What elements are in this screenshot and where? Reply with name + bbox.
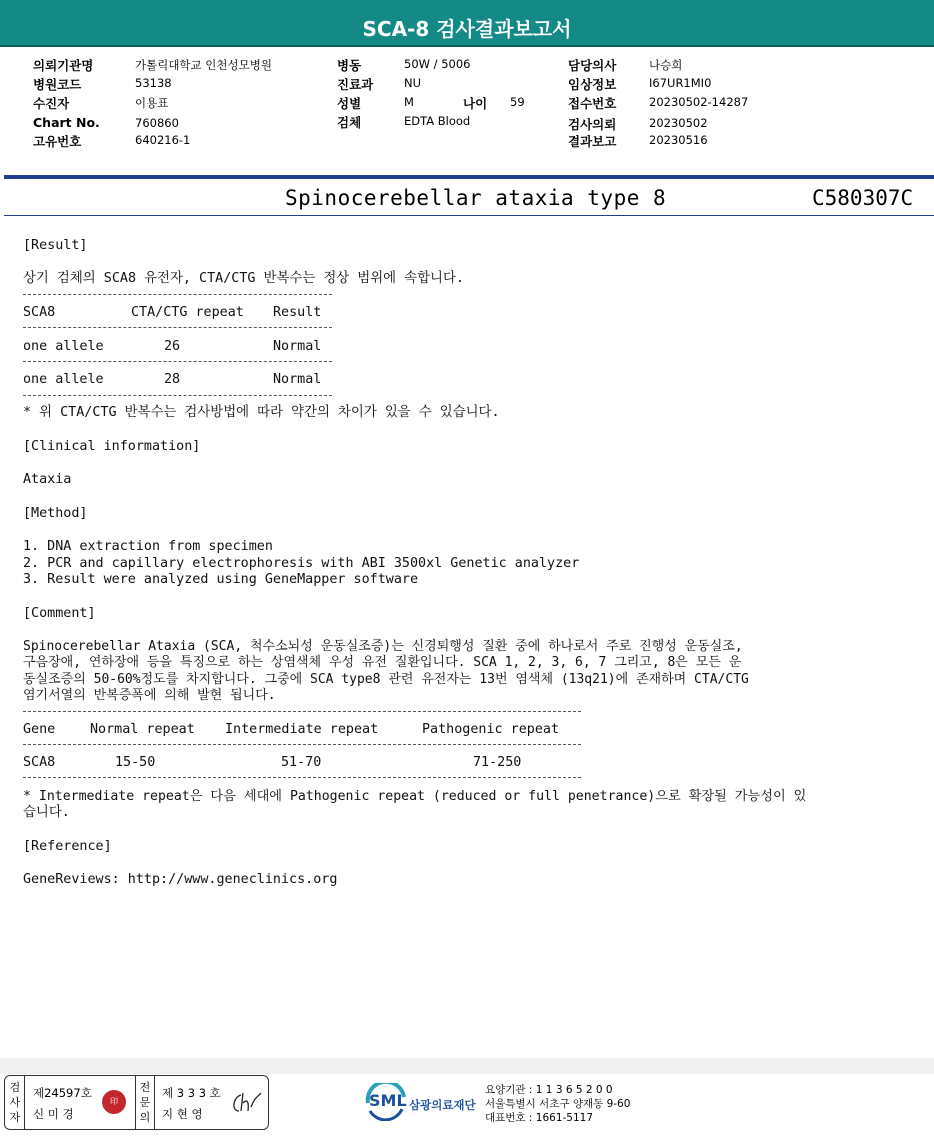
label-unique-id: 고유번호 bbox=[33, 134, 82, 149]
label-specimen: 검체 bbox=[337, 115, 362, 130]
result-row1-result: Normal bbox=[273, 339, 322, 354]
reference-link[interactable]: GeneReviews: http://www.geneclinics.org bbox=[23, 872, 338, 887]
reviewer-license: 제 3 3 3 호 bbox=[162, 1086, 221, 1100]
clinical-heading: [Clinical information] bbox=[23, 439, 201, 454]
value-institution: 가톨릭대학교 인천성모병원 bbox=[135, 58, 272, 72]
label-patient: 수진자 bbox=[33, 96, 70, 111]
header-divider-thick bbox=[4, 175, 934, 179]
reference-heading: [Reference] bbox=[23, 839, 112, 854]
label-hospital-code: 병원코드 bbox=[33, 77, 82, 92]
label-accession-no: 접수번호 bbox=[568, 96, 617, 111]
result-row1-repeat: 26 bbox=[164, 339, 181, 354]
value-chart-no: 760860 bbox=[135, 116, 179, 130]
value-ward: 50W / 5006 bbox=[404, 57, 471, 71]
header-divider-thin bbox=[4, 215, 934, 216]
comment-line-2: 구음장애, 연하장애 등을 특징으로 하는 상염색체 우성 유전 질환입니다. SCA 1, 2, 3, 6, 7 그리고, 8은 모든 운 bbox=[23, 655, 742, 670]
divider bbox=[23, 711, 581, 712]
value-clinical-info: I67UR1MI0 bbox=[649, 76, 712, 90]
method-line-3: 3. Result were analyzed using GeneMapper software bbox=[23, 572, 419, 587]
divider bbox=[23, 744, 581, 745]
repeat-row-gene: SCA8 bbox=[23, 755, 56, 770]
divider bbox=[23, 361, 332, 362]
label-physician: 담당의사 bbox=[568, 58, 617, 73]
examiner-name: 신 미 경 bbox=[33, 1107, 74, 1121]
label-age: 나이 bbox=[463, 96, 488, 111]
value-physician: 나승희 bbox=[649, 58, 683, 72]
value-unique-id: 640216-1 bbox=[135, 133, 191, 147]
repeat-table-header-intermediate: Intermediate repeat bbox=[225, 722, 379, 737]
value-hospital-code: 53138 bbox=[135, 76, 172, 90]
test-code: C580307C bbox=[812, 186, 914, 210]
repeat-note-line-1: * Intermediate repeat은 다음 세대에 Pathogenic repeat (reduced or full penetrance)으로 확장될 가능성이 있 bbox=[23, 789, 807, 804]
method-line-1: 1. DNA extraction from specimen bbox=[23, 539, 273, 554]
label-ward: 병동 bbox=[337, 58, 362, 73]
divider bbox=[23, 395, 332, 396]
institution-code: 요양기관 : 1 1 3 6 5 2 0 0 bbox=[485, 1084, 613, 1096]
comment-heading: [Comment] bbox=[23, 606, 96, 621]
report-title-banner: SCA-8 검사결과보고서 bbox=[0, 0, 934, 47]
repeat-table-header-pathogenic: Pathogenic repeat bbox=[422, 722, 560, 737]
lab-info bbox=[485, 1083, 630, 1125]
value-report-date: 20230516 bbox=[649, 133, 708, 147]
repeat-table-header-normal: Normal repeat bbox=[90, 722, 195, 737]
repeat-row-pathogenic: 71-250 bbox=[473, 755, 522, 770]
value-age: 59 bbox=[510, 95, 525, 109]
repeat-note-line-2: 습니다. bbox=[23, 805, 70, 820]
repeat-row-normal: 15-50 bbox=[115, 755, 156, 770]
clinical-text: Ataxia bbox=[23, 472, 72, 487]
method-line-2: 2. PCR and capillary electrophoresis with ABI 3500xl Genetic analyzer bbox=[23, 556, 580, 571]
value-department: NU bbox=[404, 76, 422, 90]
examiner-label: 검사자 bbox=[9, 1081, 21, 1124]
divider bbox=[154, 1076, 155, 1129]
sml-logo-text: SML bbox=[369, 1091, 407, 1110]
signature-box bbox=[4, 1075, 269, 1130]
result-row2-result: Normal bbox=[273, 372, 322, 387]
value-accession-no: 20230502-14287 bbox=[649, 95, 749, 109]
label-chart-no: Chart No. bbox=[33, 115, 100, 130]
result-table-header-gene: SCA8 bbox=[23, 305, 56, 320]
examiner-license: 제24597호 bbox=[33, 1086, 92, 1100]
result-row2-allele: one allele bbox=[23, 372, 104, 387]
divider bbox=[23, 327, 332, 328]
label-report-date: 결과보고 bbox=[568, 134, 617, 149]
comment-line-4: 염기서열의 반복증폭에 의해 발현 됩니다. bbox=[23, 688, 276, 703]
reviewer-label: 전문의 bbox=[139, 1081, 151, 1124]
test-name: Spinocerebellar ataxia type 8 bbox=[285, 186, 667, 210]
reviewer-signature bbox=[229, 1089, 263, 1117]
organization-name: 삼광의료재단 bbox=[409, 1098, 476, 1112]
result-summary: 상기 검체의 SCA8 유전자, CTA/CTG 반복수는 정상 범위에 속합니다. bbox=[23, 271, 464, 286]
repeat-table-header-gene: Gene bbox=[23, 722, 56, 737]
result-heading: [Result] bbox=[23, 238, 88, 253]
result-table-header-result: Result bbox=[273, 305, 322, 320]
divider bbox=[24, 1076, 25, 1129]
label-sex: 성별 bbox=[337, 96, 362, 111]
label-institution: 의뢰기관명 bbox=[33, 58, 94, 73]
divider bbox=[135, 1076, 136, 1129]
comment-line-1: Spinocerebellar Ataxia (SCA, 척수소뇌성 운동실조증)는 신경퇴행성 질환 중에 하나로서 주로 진행성 운동실조, bbox=[23, 639, 743, 654]
result-note: * 위 CTA/CTG 반복수는 검사방법에 따라 약간의 차이가 있을 수 있습니다. bbox=[23, 405, 500, 420]
value-specimen: EDTA Blood bbox=[404, 114, 471, 128]
examiner-stamp: 印 bbox=[102, 1090, 126, 1114]
result-row2-repeat: 28 bbox=[164, 372, 181, 387]
lab-phone: 대표번호 : 1661-5117 bbox=[485, 1112, 594, 1124]
value-request-date: 20230502 bbox=[649, 116, 708, 130]
label-clinical-info: 임상정보 bbox=[568, 77, 617, 92]
value-sex: M bbox=[404, 95, 414, 109]
result-table-header-repeat: CTA/CTG repeat bbox=[131, 305, 244, 320]
repeat-row-intermediate: 51-70 bbox=[281, 755, 322, 770]
footer-band bbox=[0, 1058, 934, 1074]
comment-line-3: 동실조증의 50-60%정도를 차지합니다. 그중에 SCA type8 관련 유전자는 13번 염색체 (13q21)에 존재하며 CTA/CTG bbox=[23, 672, 749, 687]
reviewer-name: 지 현 영 bbox=[162, 1107, 203, 1121]
lab-address: 서울특별시 서초구 양재동 9-60 bbox=[485, 1098, 631, 1110]
divider bbox=[23, 777, 581, 778]
method-heading: [Method] bbox=[23, 506, 88, 521]
result-row1-allele: one allele bbox=[23, 339, 104, 354]
label-request-date: 검사의뢰 bbox=[568, 117, 617, 132]
label-department: 진료과 bbox=[337, 77, 374, 92]
value-patient: 이용표 bbox=[135, 96, 169, 110]
divider bbox=[23, 294, 332, 295]
